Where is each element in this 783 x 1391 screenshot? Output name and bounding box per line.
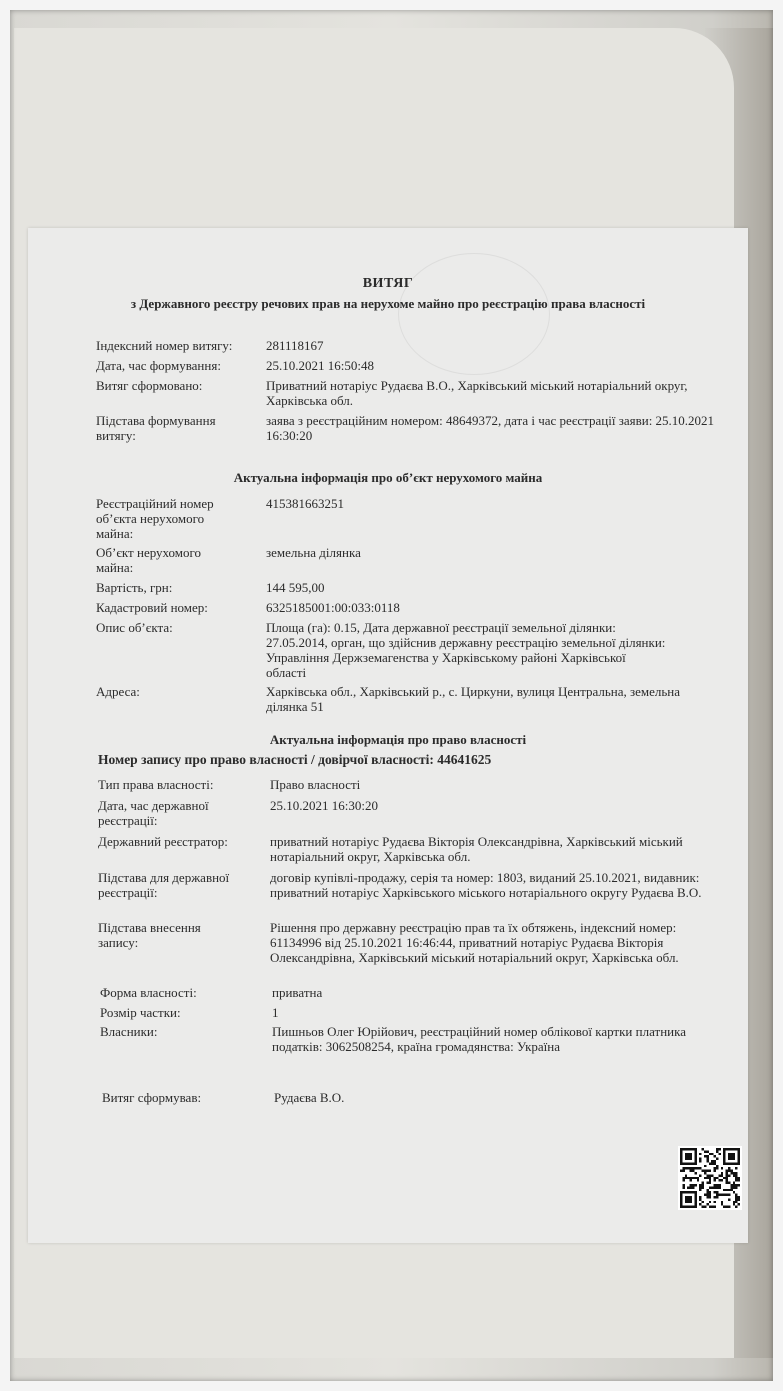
ownership-record-number: Номер запису про право власності / довірчої власності: 44641625 xyxy=(98,752,492,767)
field-value: договір купівлі-продажу, серія та номер: 1803, виданий 25.10.2021, видавник: приватний нотаріус Харківського міського нотаріального округу Рудаєва В.О. xyxy=(270,870,702,900)
ownership-section-heading: Актуальна інформація про право власності xyxy=(269,732,527,747)
field-value: Приватний нотаріус Рудаєва В.О., Харківський міський нотаріальний округ, Харківська обл. xyxy=(266,378,688,408)
field-value: 415381663251 xyxy=(266,496,344,511)
field-value: Право власності xyxy=(270,777,361,792)
field-value: 25.10.2021 16:30:20 xyxy=(270,798,378,813)
field-value: приватна xyxy=(272,985,323,1000)
field-label: Державний реєстратор: xyxy=(98,834,228,849)
field-label: Індексний номер витягу: xyxy=(96,338,233,353)
field-value: земельна ділянка xyxy=(266,545,361,560)
document-title: ВИТЯГ xyxy=(362,276,414,291)
field-value: Харківська обл., Харківський р., с. Циркуни, вулиця Центральна, земельна ділянка 51 xyxy=(266,684,681,714)
field-label: Адреса: xyxy=(96,684,140,699)
document-page xyxy=(28,228,748,1243)
field-value: заява з реєстраційним номером: 48649372, дата і час реєстрації заяви: 25.10.2021 16:30:20 xyxy=(266,413,715,443)
field-label: Розмір частки: xyxy=(100,1005,181,1020)
field-value: 6325185001:00:033:0118 xyxy=(266,600,400,615)
signature-label: Витяг сформував: xyxy=(102,1090,202,1105)
field-value: 144 595,00 xyxy=(266,580,325,595)
field-value: Пишньов Олег Юрійович, реєстраційний номер облікової картки платника податків: 3062508254, країна громадянства: Україна xyxy=(272,1024,686,1054)
field-label: Тип права власності: xyxy=(98,777,214,792)
field-label: Вартість, грн: xyxy=(96,580,173,595)
field-value: Рішення про державну реєстрацію прав та їх обтяжень, індексний номер: 61134996 від 25.10.2021 16:46:44, приватний нотаріус Рудаєва Вікторія Олександрівна, Харківський міський нотаріальний округ, Харківська обл. xyxy=(270,920,679,965)
field-value: 1 xyxy=(272,1005,279,1020)
document-subtitle: з Державного реєстру речових прав на нерухоме майно про реєстрацію права власності xyxy=(130,296,646,311)
field-value: приватний нотаріус Рудаєва Вікторія Олександрівна, Харківський міський нотаріальний округ, Харківська обл. xyxy=(270,834,683,864)
signature-value: Рудаєва В.О. xyxy=(274,1090,345,1105)
field-label: Підстава внесення запису: xyxy=(98,920,201,950)
field-label: Реєстраційний номер об’єкта нерухомого майна: xyxy=(96,496,214,541)
field-label: Підстава для державної реєстрації: xyxy=(98,870,230,900)
field-label: Опис об’єкта: xyxy=(96,620,173,635)
field-label: Витяг сформовано: xyxy=(96,378,203,393)
field-value: Площа (га): 0.15, Дата державної реєстрації земельної ділянки: 27.05.2014, орган, що здійснив державну реєстрацію земельної ділянки: Управління Держземагенства у Харківському районі Харківської області xyxy=(266,620,666,680)
field-label: Власники: xyxy=(100,1024,158,1039)
field-value: 25.10.2021 16:50:48 xyxy=(266,358,374,373)
field-label: Кадастровий номер: xyxy=(96,600,208,615)
qr-code-icon xyxy=(678,1146,742,1210)
field-label: Підстава формування витягу: xyxy=(96,413,216,443)
field-label: Дата, час формування: xyxy=(96,358,221,373)
object-section-heading: Актуальна інформація про об’єкт нерухомого майна xyxy=(233,470,543,485)
faint-stamp-mark xyxy=(398,253,550,375)
field-label: Форма власності: xyxy=(100,985,197,1000)
field-label: Дата, час державної реєстрації: xyxy=(98,798,209,828)
field-label: Об’єкт нерухомого майна: xyxy=(96,545,202,575)
field-value: 281118167 xyxy=(266,338,324,353)
